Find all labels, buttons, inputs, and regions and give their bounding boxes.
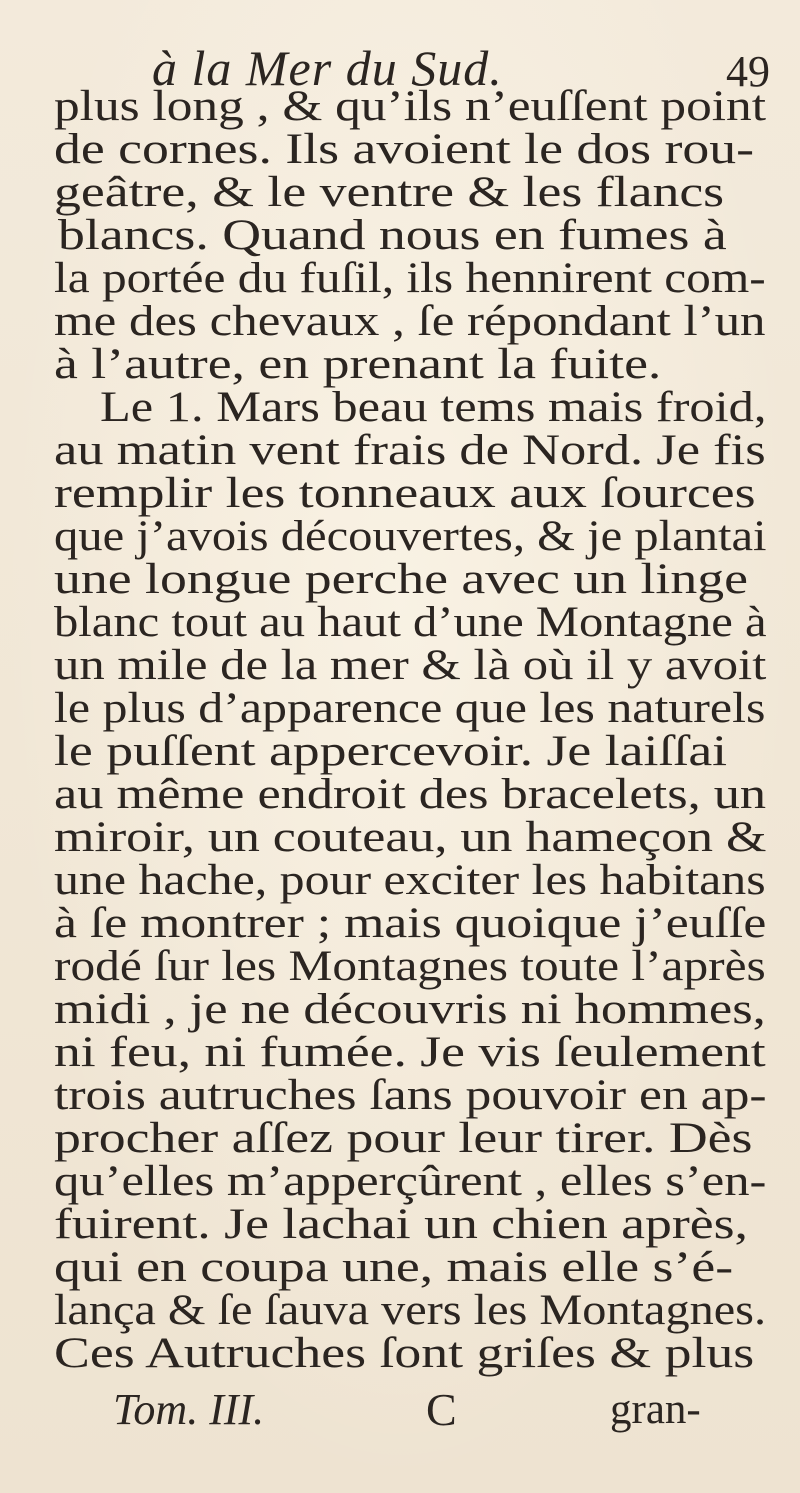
page-number: 49 <box>726 47 770 96</box>
running-title: à la Mer du Sud. <box>152 40 503 96</box>
text-line: procher aſſez pour leur tirer. Dès <box>54 1115 753 1162</box>
text-line: blanc tout au haut d’une Montagne à <box>54 599 767 646</box>
text-line: midi , je ne découvris ni hommes, <box>54 986 766 1033</box>
text-line: plus long , & qu’ils n’euſſent point <box>54 83 766 130</box>
signature-mark: C <box>426 1384 457 1435</box>
text-line: Le 1. Mars beau tems mais froid, <box>100 384 767 431</box>
text-line: un mile de la mer & là où il y avoit <box>54 642 767 689</box>
text-line: au matin vent frais de Nord. Je fis <box>54 427 766 474</box>
text-line: le plus d’apparence que les naturels <box>54 685 766 732</box>
text-line: me des chevaux , ſe répondant l’un <box>54 298 766 345</box>
text-line: remplir les tonneaux aux ſources <box>54 470 756 517</box>
catchword: gran- <box>610 1386 701 1433</box>
text-line: à ſe montrer ; mais quoique j’euſſe <box>54 900 767 947</box>
text-line: miroir, un couteau, un hameçon & <box>54 814 767 861</box>
text-line: qui en coupa une, mais elle s’é- <box>54 1244 734 1291</box>
text-line: blancs. Quand nous en fumes à <box>58 212 727 259</box>
text-line: ni feu, ni fumée. Je vis ſeulement <box>54 1029 766 1076</box>
text-line: la portée du fuſil, ils hennirent com- <box>54 255 766 302</box>
text-line: lança & ſe ſauva vers les Montagnes. <box>54 1287 767 1334</box>
text-line: à l’autre, en prenant la fuite. <box>54 341 662 388</box>
text-line: Ces Autruches ſont griſes & plus <box>54 1330 755 1377</box>
text-line: que j’avois découvertes, & je plantai <box>54 513 767 560</box>
text-line: qu’elles m’apperçûrent , elles s’en- <box>54 1158 767 1205</box>
text-line: fuirent. Je lachai un chien après, <box>54 1201 748 1248</box>
text-line: au même endroit des bracelets, un <box>54 771 767 818</box>
text-line: rodé ſur les Montagnes toute l’après <box>54 943 766 990</box>
text-line: le puſſent appercevoir. Je laiſſai <box>54 728 728 775</box>
text-line: de cornes. Ils avoient le dos rou- <box>54 126 755 173</box>
text-line: trois autruches ſans pouvoir en ap- <box>54 1072 767 1119</box>
text-line: geâtre, & le ventre & les flancs <box>54 169 725 216</box>
text-line: une hache, pour exciter les habitans <box>54 857 766 904</box>
text-line: une longue perche avec un linge <box>54 556 748 603</box>
page-footer <box>0 1382 800 1438</box>
volume-signature: Tom. III. <box>113 1385 265 1434</box>
